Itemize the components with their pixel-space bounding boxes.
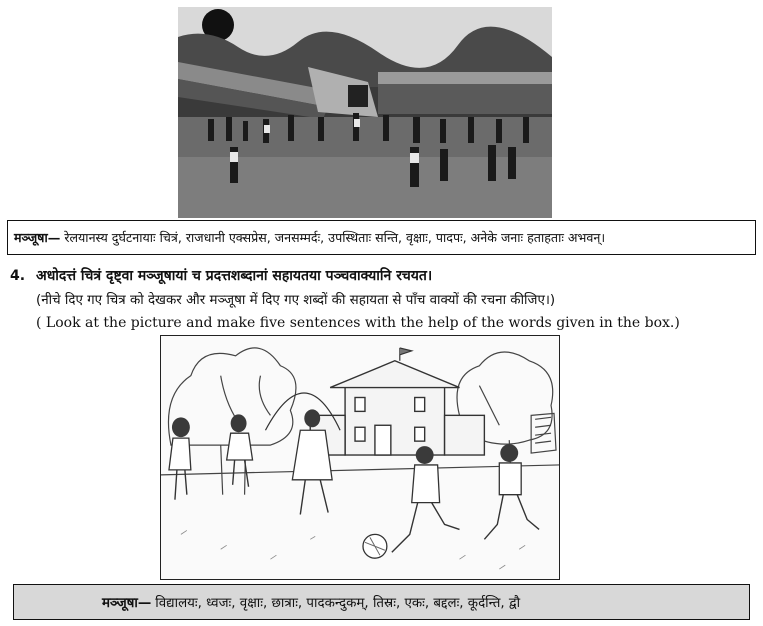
word-box-1-words: रेलयानस्य दुर्घटनायाः चित्रं, राजधानी एक्सप्रेस, जनसम्मर्दः, उपस्थिताः सन्ति, वृक्षाः, पादपः, अनेके जनाः हताहताः अभवन्। bbox=[64, 230, 606, 245]
question-english: ( Look at the picture and make five sentences with the help of the words given in the box.) bbox=[36, 315, 680, 331]
word-box-2-label: मञ्जूषा— bbox=[102, 596, 152, 611]
word-box-1 bbox=[7, 220, 756, 255]
word-box-2 bbox=[13, 584, 750, 620]
question-number: 4. bbox=[10, 268, 26, 284]
question-hindi: (नीचे दिए गए चित्र को देखकर और मञ्जूषा में दिए गए शब्दों की सहायता से पाँच वाक्यों की रचना कीजिए।) bbox=[36, 293, 556, 308]
word-box-2-words: विद्यालयः, ध्वजः, वृक्षाः, छात्राः, पादकन्दुकम्, तिस्रः, एकः, बद्दलः, कूर्दन्ति, द्वौ bbox=[155, 596, 521, 611]
question-sanskrit-text: अधोदत्तं चित्रं दृष्ट्वा मञ्जूषायां च प्रदत्तशब्दानां सहायतया पञ्चवाक्यानि रचयत। bbox=[36, 268, 433, 284]
school-playground-drawing bbox=[160, 335, 560, 580]
train-accident-photo bbox=[178, 7, 552, 218]
word-box-1-label: मञ्जूषा— bbox=[14, 230, 61, 245]
question-sanskrit bbox=[10, 266, 432, 285]
